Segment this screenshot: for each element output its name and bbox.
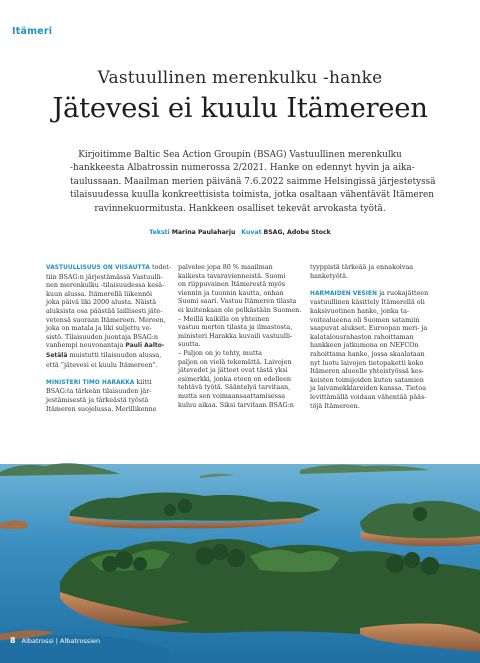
body-line: levittämällä voidaan vähentää pääs- [310, 392, 427, 401]
text-credit-author: Marina Paulaharju [171, 229, 236, 236]
body-line: suutta. [178, 340, 201, 349]
body-line: aluksista osa päästää laillisesti jäte- [46, 306, 163, 315]
page-footer: 8 Albatrossi | Albatrossien [10, 636, 101, 645]
body-line: ja laivamekklareiden kanssa. Tietoa [310, 384, 427, 393]
body-line: jestämisestä ja tärkeästä työstä [46, 395, 149, 404]
body-line: tyyppistä tärkeää ja ennakoivaa [310, 263, 414, 271]
body-line: esimerkki, jonka eteen on edelleen [178, 374, 291, 383]
body-line: kuluu aikaa. Siksi tarvitaan BSAG:n [178, 400, 294, 409]
body-line: joka on matala ja liki suljettu ve- [46, 324, 152, 333]
body-line: vastuu merten tilasta ja ilmastosta, [178, 323, 293, 332]
paragraph-lead-in: HARMAIDEN VESIEN [310, 290, 378, 297]
body-line: paljon on vielä tekemättä. Laivojen [178, 357, 292, 366]
section-tag: Itämeri [12, 26, 53, 37]
page-number: 8 [10, 636, 16, 645]
photo-credit-author: BSAG, Adobe Stock [263, 229, 331, 236]
body-line: vanhempi neuvonantaja Pauli Aalto- [46, 341, 165, 350]
body-line: ei kuitenkaan ole pelkästään Suomen. [178, 305, 302, 314]
body-line: HARMAIDEN VESIEN ja ruokajätteen [310, 288, 429, 297]
body-line: kalatalousrahaston rahoittaman [310, 332, 414, 341]
body-line: tiin BSAG:n järjestämässä Vastuulli- [46, 272, 163, 281]
body-line: VASTUULLISUUS ON VIISAUTTA todet- [46, 263, 171, 271]
paragraph-lead-in: VASTUULLISUUS ON VIISAUTTA [46, 265, 150, 271]
body-line: joka päivä liki 2000 alusta. Näistä [46, 298, 157, 307]
body-line: että ”jätevesi ei kuulu Itämereen”. [46, 360, 158, 369]
lead-line: ravinnekuormitusta. Hankkeen osalliset tekevät arvokasta työtä. [94, 203, 386, 214]
body-line: kuun alussa. Itämerellä liikennöi [46, 289, 153, 298]
body-line: vetensä suoraan Itämereen. Mereen, [46, 315, 166, 324]
body-line: nen merenkulku -tilaisuudessa kesä- [46, 281, 165, 290]
body-line: nyt luotu laivojen tietopaketti koko [310, 358, 424, 367]
body-line: Itämeren alueelle yhteistyössä kes- [310, 367, 425, 376]
body-line: MINISTERI TIMO HARAKKA kiitti [46, 377, 152, 386]
body-line: saapuvat alukset. Euroopan meri- ja [310, 324, 428, 333]
body-line: hankkeen jatkumona on NEFCOn [310, 341, 419, 350]
lead-line: tilaisuudessa kuulla konkreettisista toimista, jotka osaltaan vähentävät Itämeren [70, 190, 434, 201]
lead-line: -hankkeesta Albatrossin numerossa 2/2021. Hanke on edennyt hyvin ja aika- [70, 163, 415, 174]
body-line: Itämeren suojelussa. Merillikenne [46, 404, 157, 413]
body-line: vastuullinen käsittely Itämerellä oli [310, 298, 425, 307]
photo-credit-label: Kuvat [241, 229, 262, 236]
lead-paragraph [70, 149, 436, 216]
footer-section: Albatrossien [60, 637, 101, 645]
lead-line: Kirjoitimme Baltic Sea Action Groupin (BSAG) Vastuullinen merenkulku [78, 150, 402, 160]
body-line: keisten toimijoiden kuten satamien [310, 375, 424, 384]
body-line: BSAG:ta tärkeän tilaisuuden jär- [46, 387, 152, 396]
body-line: – Paljon on jo tehty, mutta [178, 348, 262, 357]
body-line: töjä Itämereen. [310, 401, 360, 410]
body-column-2 [178, 263, 306, 409]
body-line: Suomi saari. Vastuu Itämeren tilasta [178, 297, 297, 306]
body-line: kaksivuotinen hanke, jonka ta- [310, 306, 410, 315]
body-line: Setälä muistutti tilaisuuden alussa, [46, 350, 162, 359]
body-line: tehtävä työtä. Sääntelyä tarvitaan, [178, 383, 291, 392]
article-headline: Jätevesi ei kuulu Itämereen [52, 92, 428, 124]
body-line: palvelee jopa 80 % maailman [178, 263, 273, 271]
body-line: sistö. Tilaisuuden juontaja BSAG:n [46, 332, 159, 341]
byline [0, 229, 480, 236]
body-line: hanketyötä. [310, 271, 349, 280]
lead-line: taulussaan. Maailman merien päivänä 7.6.2022 saimme Helsingissä järjestetyssä [70, 176, 436, 187]
article-kicker: Vastuullinen merenkulku -hanke [97, 68, 383, 88]
body-line: voitealueena oli Suomen satamiin [310, 315, 420, 324]
body-line: – Meillä kaikilla on yhteinen [178, 314, 270, 323]
body-line: viennin ja tuonnin kautta, onhan [178, 288, 284, 297]
body-line: mutta sen voimaansaattamisessa [178, 391, 286, 400]
body-column-1 [46, 263, 174, 413]
body-line: kaikesta tavaravienneistä. Suomi [178, 271, 286, 280]
text-credit-label: Teksti [149, 229, 170, 236]
person-name: Setälä [46, 351, 68, 359]
paragraph-lead-in: MINISTERI TIMO HARAKKA [46, 379, 135, 386]
person-name: Pauli Aalto- [125, 342, 165, 350]
magazine-name: Albatrossi [21, 637, 54, 645]
body-line: rahoittama hanke, jossa skaalataan [310, 349, 425, 358]
body-column-3 [310, 263, 438, 410]
archipelago-photo [0, 452, 480, 663]
body-line: jätevedet ja jätteet ovat tästä yksi [178, 366, 288, 375]
body-line: on riippuvainen Itämerestä myös [178, 280, 286, 289]
body-line: ministeri Harakka kuvaili vastuulli- [178, 331, 293, 340]
